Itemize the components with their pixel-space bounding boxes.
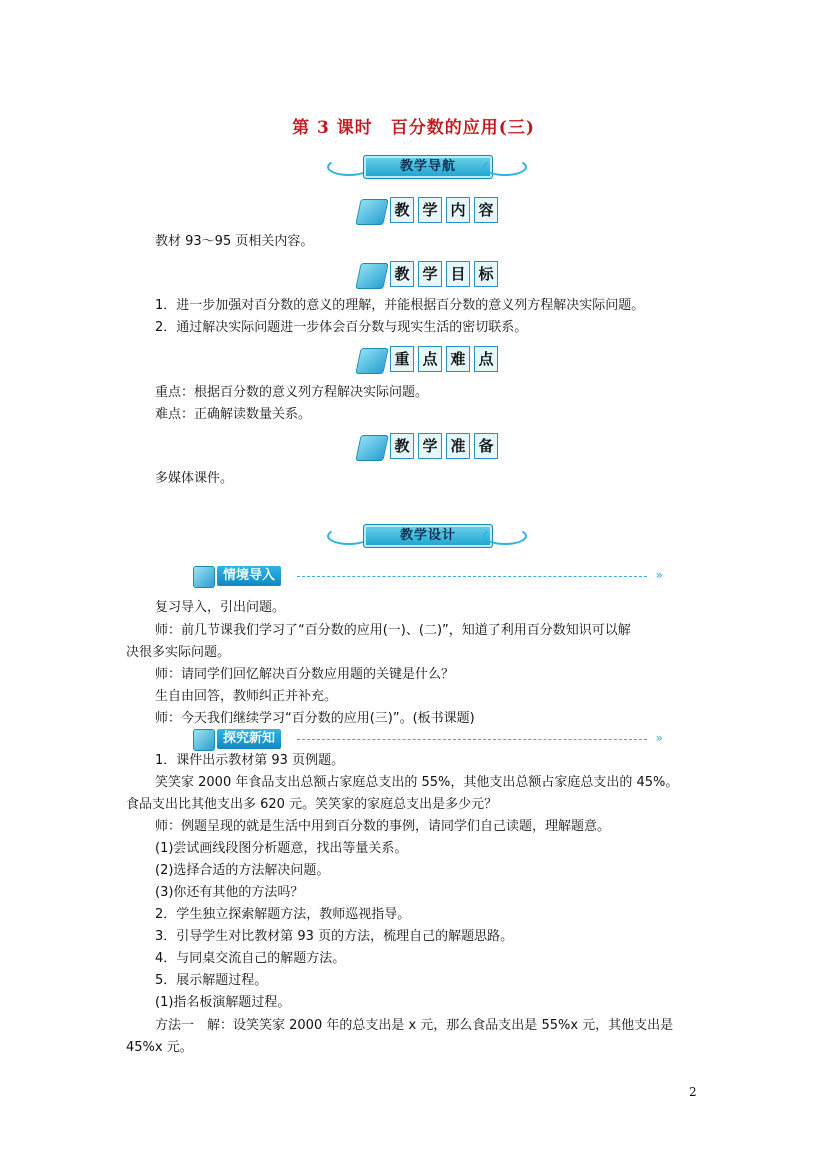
explore-line: 笑笑家 2000 年食品支出总额占家庭总支出的 55%，其他支出总额占家庭总支出的 45%。: [155, 775, 679, 790]
ribbon-swirl-right-icon: [483, 158, 527, 176]
intro-line: 师：今天我们继续学习“百分数的应用(三)”。(板书课题): [155, 711, 475, 726]
bar-label: 情境导入: [217, 566, 281, 586]
heading-char: 准: [446, 433, 470, 459]
section-heading-key-points: [358, 346, 498, 374]
explore-line: (3)你还有其他的方法吗？: [155, 885, 304, 900]
intro-line: 生自由回答，教师纠正并补充。: [155, 689, 338, 704]
double-arrow-icon: »: [655, 568, 663, 582]
heading-char: 学: [418, 197, 442, 223]
dashed-divider: [297, 739, 647, 740]
target-icon: [355, 263, 389, 289]
section-heading-goals: [358, 261, 498, 289]
banner-label: 教学设计: [399, 528, 456, 543]
intro-line: 师：前几节课我们学习了“百分数的应用(一)、(二)”，知道了利用百分数知识可以解: [155, 623, 631, 638]
explore-line: 4．与同桌交流自己的解题方法。: [155, 951, 346, 966]
banner-teaching-design: [327, 519, 527, 551]
heading-char: 标: [474, 261, 498, 287]
explore-line: 食品支出比其他支出多 620 元。笑笑家的家庭总支出是多少元？: [126, 797, 498, 812]
preparation-text: 多媒体课件。: [155, 471, 234, 486]
key-point-item: 难点：正确解读数量关系。: [155, 407, 312, 422]
heading-char: 容: [474, 197, 498, 223]
bar-label: 探究新知: [217, 729, 281, 749]
explore-line: (2)选择合适的方法解决问题。: [155, 863, 330, 878]
page-number: 2: [689, 1085, 697, 1099]
puzzle-icon: [193, 729, 215, 751]
heading-char: 重: [390, 346, 414, 372]
heading-char: 点: [474, 346, 498, 372]
explore-line: 1．课件出示教材第 93 页例题。: [155, 753, 345, 768]
ribbon-swirl-right-icon: [483, 527, 527, 545]
heading-char: 难: [446, 346, 470, 372]
intro-line: 决很多实际问题。: [126, 645, 231, 660]
section-heading-content: [358, 197, 498, 225]
page-title: 第 3 课时 百分数的应用(三): [292, 118, 535, 138]
banner-teaching-guide: [327, 150, 527, 182]
explore-line: 5．展示解题过程。: [155, 973, 268, 988]
puzzle-icon: [193, 566, 215, 588]
heading-char: 学: [418, 261, 442, 287]
explore-line: (1)指名板演解题过程。: [155, 995, 291, 1010]
section-heading-preparation: [358, 433, 498, 461]
explore-line: 2．学生独立探索解题方法，教师巡视指导。: [155, 907, 411, 922]
explore-line: (1)尝试画线段图分析题意，找出等量关系。: [155, 841, 408, 856]
key-icon: [355, 348, 389, 374]
heading-char: 目: [446, 261, 470, 287]
intro-line: 复习导入，引出问题。: [155, 600, 286, 615]
key-point-item: 重点：根据百分数的意义列方程解决实际问题。: [155, 385, 429, 400]
heading-char: 教: [390, 197, 414, 223]
double-arrow-icon: »: [655, 731, 663, 745]
explore-line: 45%x 元。: [126, 1040, 193, 1055]
heading-char: 教: [390, 433, 414, 459]
intro-line: 师：请同学们回忆解决百分数应用题的关键是什么？: [155, 667, 455, 682]
content-text: 教材 93～95 页相关内容。: [155, 234, 314, 249]
bar-scenario-intro: [193, 566, 663, 588]
heading-char: 点: [418, 346, 442, 372]
heading-char: 学: [418, 433, 442, 459]
goal-item: 2．通过解决实际问题进一步体会百分数与现实生活的密切联系。: [155, 320, 528, 335]
banner-label: 教学导航: [399, 159, 456, 174]
dashed-divider: [297, 576, 647, 577]
heading-char: 备: [474, 433, 498, 459]
heading-char: 内: [446, 197, 470, 223]
explore-line: 3．引导学生对比教材第 93 页的方法，梳理自己的解题思路。: [155, 929, 514, 944]
bar-explore-new: [193, 729, 663, 751]
explore-line: 师：例题呈现的就是生活中用到百分数的事例，请同学们自己读题，理解题意。: [155, 819, 611, 834]
tools-icon: [355, 435, 389, 461]
book-icon: [355, 199, 389, 225]
goal-item: 1．进一步加强对百分数的意义的理解，并能根据百分数的意义列方程解决实际问题。: [155, 298, 645, 313]
heading-char: 教: [390, 261, 414, 287]
explore-line: 方法一 解：设笑笑家 2000 年的总支出是 x 元，那么食品支出是 55%x 元，其他支出是: [155, 1018, 674, 1033]
